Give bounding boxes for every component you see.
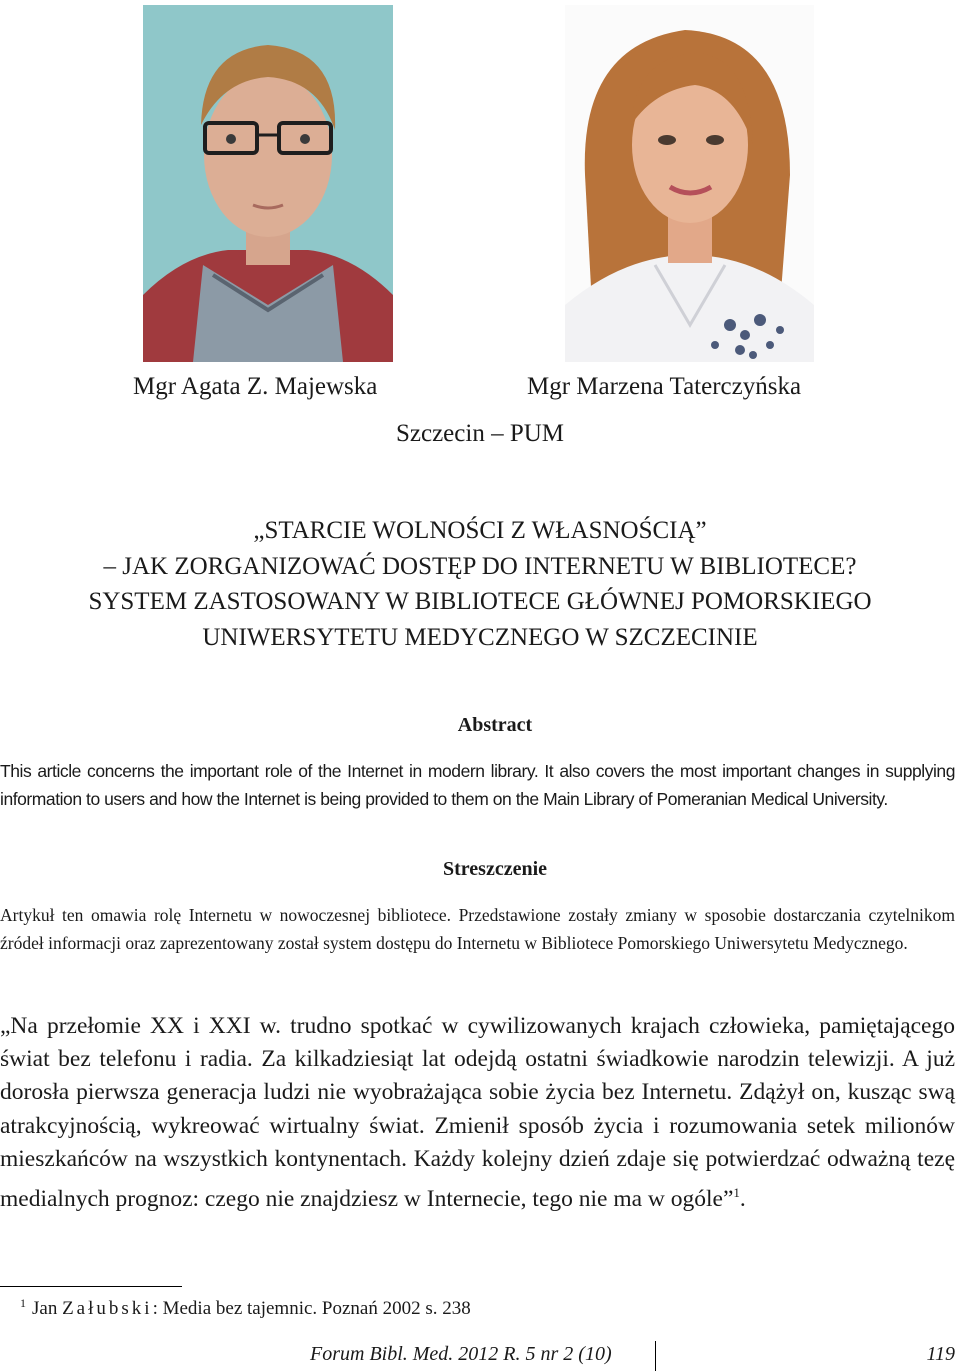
abstract-heading: Abstract: [457, 714, 533, 736]
author-photo-majewska: [143, 5, 393, 362]
author-name-2: Mgr Marzena Taterczyńska: [527, 373, 802, 400]
quote-text: „Na przełomie XX i XXI w. trudno spotkać w cywilizowanych krajach człowieka, pamiętającego świat bez telefonu i radia. Za kilkadziesiąt lat odejdą ostatni świadkowie narodzin telewizji. A już dorosła pierwsza generacja ludzi nie wyobrażająca sobie życia bez Internetu. Zdążył on, kusząc swą atrakcyjnością, wykreować wirtualny świat. Zmienił sposób życia i rozumowania setek milionów mieszkańców na wszystkich kontynentach. Każdy kolejny dzień zdaje się potwierdzać odważną tezę medialnych prognoz: czego nie znajdziesz w Internecie, tego nie ma w ogóle”: [0, 1013, 955, 1213]
title-line: „STARCIE WOLNOŚCI Z WŁASNOŚCIĄ”: [253, 517, 707, 544]
footnote-citation: : Media bez tajemnic. Poznań 2002 s. 238: [152, 1298, 471, 1319]
footnote: [20, 1296, 471, 1320]
author-name-1: Mgr Agata Z. Majewska: [133, 373, 378, 400]
affiliation: Szczecin – PUM: [395, 420, 565, 447]
footer-divider: [655, 1341, 656, 1371]
footnote-reference[interactable]: 1: [733, 1185, 740, 1201]
title-line: – JAK ZORGANIZOWAĆ DOSTĘP DO INTERNETU W BIBLIOTECE?: [103, 552, 857, 580]
title-line: UNIWERSYTETU MEDYCZNEGO W SZCZECINIE: [202, 623, 758, 651]
author-photo-taterczynska: [565, 5, 814, 362]
footnote-divider: [0, 1286, 182, 1287]
streszczenie-text: Artykuł ten omawia rolę Internetu w nowoczesnej bibliotece. Przedstawione zostały zmiany w sposobie dostarczania czytelnikom źródeł informacji oraz zaprezentowany został system dostępu do Internetu w Bibliotece Pomorskiego Uniwersytetu Medycznego.: [0, 905, 955, 953]
footnote-author-first: Jan: [32, 1298, 58, 1319]
title-line: SYSTEM ZASTOSOWANY W BIBLIOTECE GŁÓWNEJ POMORSKIEGO: [88, 588, 872, 615]
article-title: [0, 513, 960, 655]
footnote-author-last: Załubski: [62, 1298, 153, 1319]
footer-journal: Forum Bibl. Med. 2012 R. 5 nr 2 (10): [310, 1343, 612, 1365]
quote-tail: .: [739, 1186, 746, 1213]
abstract-text: This article concerns the important role of the Internet in modern library. It also covers the most important changes in supplying information to users and how the Internet is being provided to them on the Main Library of Pomeranian Medical University.: [0, 761, 955, 809]
body-quote: [0, 1010, 955, 1216]
footnote-number: 1: [20, 1296, 26, 1310]
page-number: 119: [926, 1343, 955, 1365]
streszczenie-heading: Streszczenie: [442, 858, 548, 880]
